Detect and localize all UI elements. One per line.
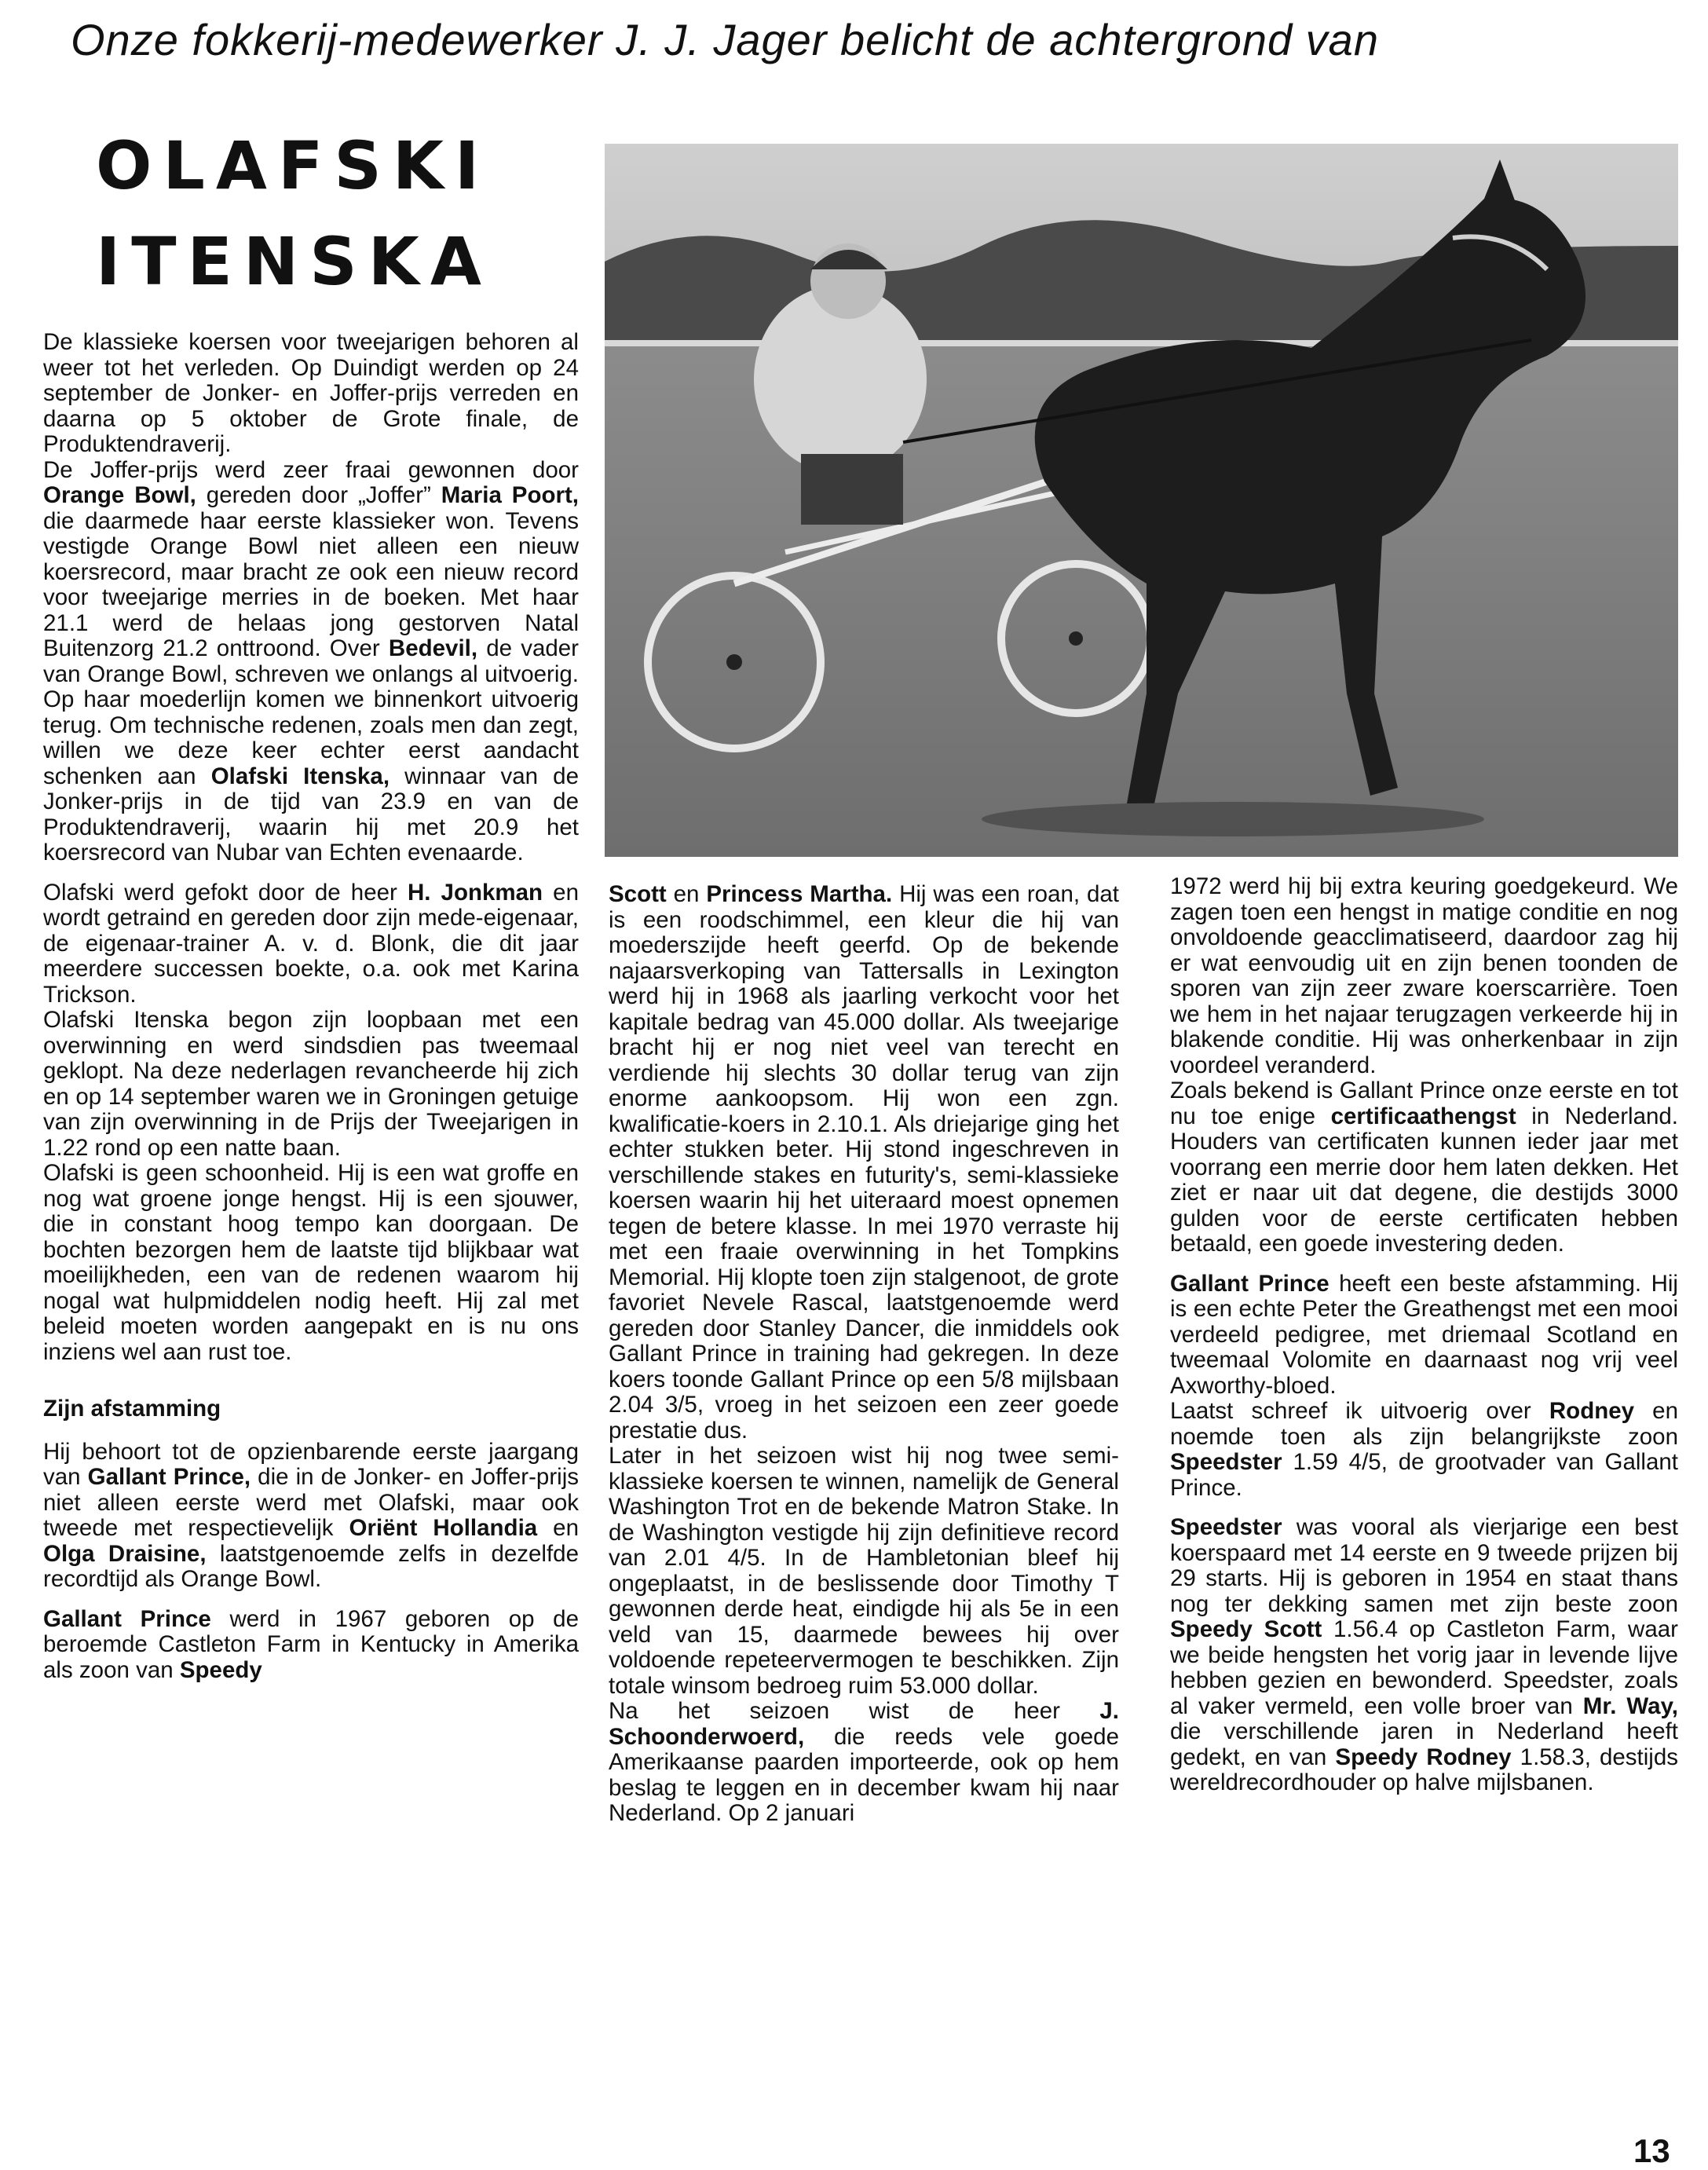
kicker-line: Onze fokkerij-medewerker J. J. Jager belicht de achtergrond van bbox=[71, 15, 1379, 64]
paragraph bbox=[43, 458, 579, 866]
title-line-1: OLAFSKI bbox=[96, 127, 491, 204]
horse-name: Speedy Rodney bbox=[1335, 1744, 1512, 1770]
text: en wordt getraind en gereden door zijn mede-eigenaar, de eigenaar-trainer A. v. d. Blonk, die dit jaar meerdere successen boekte, o.a. ook met Karina Trickson. bbox=[43, 879, 579, 1008]
paragraph bbox=[1170, 1515, 1678, 1796]
photo-illustration bbox=[605, 144, 1678, 857]
horse-name: Rodney bbox=[1549, 1398, 1635, 1424]
paragraph: 1972 werd hij bij extra keuring goedgekeurd. We zagen toen een hengst in matige conditie en nog onvoldoende geacclimatiseerd, daardoor zag hij er wat eenvoudig uit en zijn benen toonden de sporen van zijn zeer zware koerscarrière. Toen we hem in het najaar terugzagen verkeerde hij in blakende conditie. Hij was onherkenbaar in zijn voordeel veranderd. bbox=[1170, 873, 1678, 1078]
paragraph: Olafski is geen schoonheid. Hij is een wat groffe en nog wat groene jonge hengst. Hij is een sjouwer, die in constant hoog tempo kan doorgaan. De bochten bezorgen hem de laatste tijd blijkbaar wat moeilijkheden, een van de redenen waarom hij nogal wat hulpmiddelen nodig heeft. Hij zal met beleid moeten worden aangepakt en is nu ons inziens wel aan rust toe. bbox=[43, 1160, 579, 1365]
horse-name: Speedy bbox=[179, 1656, 262, 1683]
horse-name: Scott bbox=[609, 881, 667, 907]
text: die verschillende jaren in Nederland heeft gedekt, en van bbox=[1170, 1718, 1678, 1770]
horse-name: Bedevil, bbox=[388, 635, 478, 661]
text: de vader van Orange Bowl, schreven we onlangs al uitvoerig. Op haar moederlijn komen we binnenkort uitvoerig terug. Om technische redenen, zoals men dan zegt, willen we deze keer echter eerst aandacht schenken aan bbox=[43, 635, 579, 789]
paragraph: De klassieke koersen voor tweejarigen behoren al weer tot het verleden. Op Duindigt werden op 24 september de Jonker- en Joffer-prijs verreden en daarna op 5 oktober de Grote finale, de Produktendraverij. bbox=[43, 329, 579, 457]
page-number: 13 bbox=[1633, 2132, 1670, 2169]
text: Na het seizoen wist de heer bbox=[609, 1698, 1100, 1724]
title-line-2: ITENSKA bbox=[96, 223, 492, 300]
paragraph bbox=[609, 1699, 1119, 1827]
horse-name: Speedster bbox=[1170, 1449, 1282, 1475]
horse-name: Mr. Way, bbox=[1582, 1692, 1678, 1719]
paragraph bbox=[43, 880, 579, 1008]
paragraph bbox=[609, 882, 1119, 1444]
text: 1.56.4 op Castleton Farm, waar we beide hengsten het vorig jaar in levende lijve hebben gezien en bewonderd. Speedster, zoals al vaker vermeld, een volle broer van bbox=[1170, 1616, 1678, 1719]
section-heading: Zijn afstamming bbox=[43, 1396, 221, 1422]
person-name: J. Schoonderwoerd, bbox=[609, 1698, 1119, 1750]
text: 1.59 4/5, de grootvader van Gallant Prince. bbox=[1170, 1449, 1678, 1501]
text: gereden door „Joffer” bbox=[196, 482, 441, 508]
text: 1.58.3, destijds wereldrecordhouder op halve mijlsbanen. bbox=[1170, 1744, 1678, 1795]
horse-name: Gallant Prince, bbox=[87, 1464, 251, 1490]
text: die in de Jonker- en Joffer-prijs niet alleen eerste werd met Olafski, maar ook tweede met respectievelijk bbox=[43, 1464, 579, 1541]
article-title bbox=[96, 118, 492, 309]
horse-name: Oriënt Hollandia bbox=[349, 1515, 538, 1541]
paragraph bbox=[1170, 1078, 1678, 1257]
paragraph bbox=[43, 1440, 579, 1593]
paragraph: Later in het seizoen wist hij nog twee semi-klassieke koersen te winnen, namelijk de General Washington Trot en de bekende Matron Stake. In de Washington vestigde hij zijn definitieve record van 2.01 4/5. In de Hambletonian bleef hij ongeplaatst, in de beslissende door Timothy T gewonnen derde heat, eindigde hij als 5e in een veld van 15, daarmede bewees hij over voldoende repeteervermogen te beschikken. Zijn totale winsom bedroeg ruim 53.000 dollar. bbox=[609, 1443, 1119, 1699]
text: Olafski werd gefokt door de heer bbox=[43, 879, 408, 906]
horse-name: Olafski Itenska, bbox=[210, 763, 390, 789]
harness-racing-photo bbox=[605, 144, 1678, 857]
text: in Nederland. Houders van certificaten kunnen ieder jaar met voorrang een merrie door hem laten dekken. Het ziet er naar uit dat degene, die destijds 3000 gulden voor de eerste certificaten hebben betaald, een goede investering deden. bbox=[1170, 1103, 1679, 1257]
paragraph bbox=[1170, 1272, 1678, 1400]
text: Zoals bekend is Gallant Prince onze eerste en tot nu toe enige bbox=[1170, 1078, 1678, 1129]
horse-name: Gallant Prince bbox=[43, 1605, 211, 1632]
text: winnaar van de Jonker-prijs in de tijd van 23.9 en van de Produktendraverij, waarin hij met 20.9 het koersrecord van Nubar van Echten evenaarde. bbox=[43, 763, 579, 865]
paragraph bbox=[1170, 1399, 1678, 1501]
horse-name: Speedy Scott bbox=[1170, 1616, 1322, 1642]
paragraph: Olafski Itenska begon zijn loopbaan met een overwinning en werd sindsdien pas tweemaal geklopt. Na deze nederlagen revancheerde hij zich en op 14 september waren we in Groningen getuige van zijn overwinning in de Prijs der Tweejarigen in 1.22 rond op een natte baan. bbox=[43, 1007, 579, 1161]
column-middle bbox=[609, 882, 1119, 1827]
text: werd in 1967 geboren op de beroemde Castleton Farm in Kentucky in Amerika als zoon van bbox=[43, 1605, 579, 1683]
text: heeft een beste afstamming. Hij is een echte Peter the Greathengst met een mooi verdeeld pedigree, met driemaal Scotland en tweemaal Volomite en daarnaast nog vrij veel Axworthy-bloed. bbox=[1170, 1270, 1678, 1399]
horse-name: Princess Martha. bbox=[706, 881, 893, 907]
horse-name: Olga Draisine, bbox=[43, 1540, 207, 1567]
text: en noemde toen als zijn belangrijkste zoon bbox=[1170, 1398, 1678, 1450]
term: certificaathengst bbox=[1330, 1103, 1516, 1129]
text: en bbox=[537, 1515, 579, 1541]
column-left bbox=[43, 330, 579, 1683]
text: die reeds vele goede Amerikaanse paarden importeerde, ook op hem beslag te leggen en in december kwam hij naar Nederland. Op 2 januari bbox=[609, 1723, 1119, 1826]
horse-name: Orange Bowl, bbox=[43, 482, 196, 508]
person-name: H. Jonkman bbox=[407, 879, 543, 906]
text: was vooral als vierjarige een best koerspaard met 14 eerste en 9 tweede prijzen bij 29 starts. Hij is geboren in 1954 en staat thans nog ter dekking samen met zijn beste zoon bbox=[1170, 1514, 1678, 1617]
text: Hij behoort tot de opzienbarende eerste jaargang van bbox=[43, 1438, 579, 1490]
horse-name: Gallant Prince bbox=[1170, 1270, 1329, 1297]
text: en bbox=[666, 881, 707, 907]
person-name: Maria Poort, bbox=[441, 482, 580, 508]
text: die daarmede haar eerste klassieker won. Tevens vestigde Orange Bowl niet alleen een nieuw koersrecord, maar bracht ze ook een nieuw record voor tweejarige merries in de boeken. Met haar 21.1 werd de helaas jong gestorven Natal Buitenzorg 21.2 onttroond. Over bbox=[43, 507, 579, 661]
horse-name: Speedster bbox=[1170, 1514, 1282, 1540]
text: Hij was een roan, dat is een roodschimmel, een kleur die hij van moederszijde heeft geerfd. Op de bekende najaarsverkoping van Tattersalls in Lexington werd hij in 1968 als jaarling verkocht voor het kapitale bedrag van 45.000 dollar. Als tweejarige bracht hij er nog niet veel van terecht en verdiende hij slechts 30 dollar terug van zijn enorme aankoopsom. Hij won een zgn. kwalificatie-koers in 2.10.1. Als driejarige ging het echter stukken beter. Hij stond ingeschreven in verschillende stakes en futurity's, semi-klassieke koersen waarin hij het uiteraard moest opnemen tegen de betere klasse. In mei 1970 verraste hij met een fraaie overwinning in het Tompkins Memorial. Hij klopte toen zijn stalgenoot, de grote favoriet Nevele Rascal, laatstgenoemde werd gereden door Stanley Dancer, die inmiddels ook Gallant Prince in training had gekregen. In deze koers toonde Gallant Prince op een 5/8 mijlsbaan 2.04 3/5, vroeg in het seizoen een zeer goede prestatie dus. bbox=[609, 881, 1119, 1444]
text: Laatst schreef ik uitvoerig over bbox=[1170, 1398, 1549, 1424]
paragraph bbox=[43, 1607, 579, 1684]
text: laatstgenoemde zelfs in dezelfde recordtijd als Orange Bowl. bbox=[43, 1540, 579, 1592]
text: De Joffer-prijs werd zeer fraai gewonnen door bbox=[43, 456, 579, 483]
column-right bbox=[1170, 874, 1678, 1796]
